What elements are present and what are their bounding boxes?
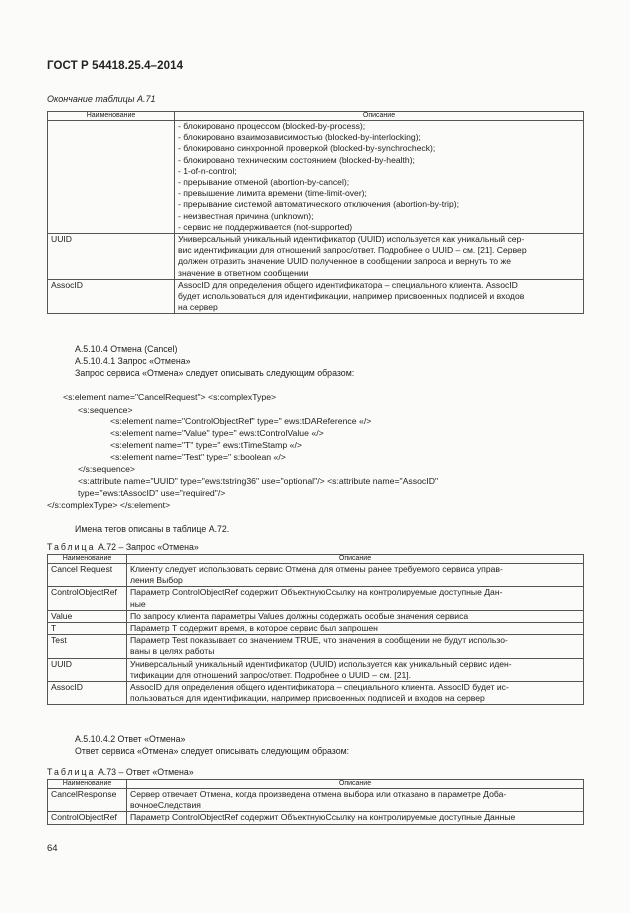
document-header: ГОСТ Р 54418.25.4–2014 [47, 60, 184, 72]
list-item: - блокировано процессом (blocked-by-process); [178, 121, 366, 131]
subsection-heading: А.5.10.4.1 Запрос «Отмена» [75, 356, 191, 366]
table2-caption [47, 542, 199, 552]
cell-line: По запросу клиента параметры Values должны содержать особые значения сервиса [130, 610, 469, 621]
table-cell-description [175, 279, 584, 314]
table-cell-description [175, 121, 584, 234]
table-a72 [47, 554, 584, 705]
table-row [48, 682, 584, 705]
list-item: - блокировано взаимозависимостью (blocked-by-interlocking); [178, 132, 421, 143]
table-a73 [47, 779, 584, 825]
cell-line: Клиенту следует использовать сервис Отмена для отмены ранее требуемого сервиса управ- [130, 564, 503, 574]
table1-caption: Окончание таблицы А.71 [47, 94, 156, 104]
cell-line: ления Выбор [130, 575, 183, 586]
table-cell-name: CancelResponse [48, 789, 127, 812]
cell-line: значение в ответном сообщении [178, 267, 309, 278]
code-line: <s:element name="T" type=" ews:tTimeStamp «/> [110, 440, 302, 450]
cell-line: Параметр ControlObjectRef содержит ОбъектнуюСсылку на контролируемые доступные Дан- [130, 587, 503, 598]
code-line: </s:complexType> </s:element> [47, 500, 171, 510]
table-cell-name: Test [48, 635, 127, 658]
list-item: - неизвестная причина (unknown); [178, 210, 314, 221]
list-item: - превышение лимита времени (time-limit-over); [178, 188, 367, 199]
table-row [48, 587, 584, 610]
column-header-name: Наименование [48, 780, 127, 789]
subsection-heading: А.5.10.4.2 Ответ «Отмена» [75, 734, 186, 744]
table-cell-description [127, 564, 584, 587]
code-line: <s:attribute name="UUID" type="ews:tstring36" use="optional"/> <s:attribute name="AssocID" [78, 476, 439, 486]
caption-word: Таблица [47, 767, 96, 777]
cell-line: Параметр ControlObjectRef содержит ОбъектнуюСсылку на контролируемые доступные Данные [130, 812, 516, 823]
table-cell-name: UUID [48, 658, 127, 681]
caption-word: Таблица [47, 542, 96, 552]
table-header-row [48, 555, 584, 564]
cell-line: AssocID для определения общего идентификатора – специального клиента. AssocID [178, 279, 518, 290]
table-cell-description [127, 623, 584, 635]
list-item: - прерывание отменой (abortion-by-cancel); [178, 177, 350, 188]
code-line: <s:element name="Test" type=" s:boolean «/> [110, 452, 286, 462]
code-line: <s:element name="ControlObjectRef" type=" ews:tDAReference «/> [110, 416, 372, 426]
paragraph: Запрос сервиса «Отмена» следует описывать следующим образом: [75, 368, 355, 378]
table-row [48, 564, 584, 587]
column-header-description: Описание [127, 780, 584, 789]
list-item: - прерывание системой автоматического отключения (abortion-by-trip); [178, 199, 459, 210]
table-row [48, 812, 584, 824]
table-row [48, 610, 584, 622]
cell-line: Универсальный уникальный идентификатор (UUID) используется как уникальный сер- [178, 234, 525, 245]
cell-line: ные [130, 598, 146, 609]
cell-line: Универсальный уникальный идентификатор (UUID) используется как уникальный сервис иден- [130, 658, 512, 669]
code-line: </s:sequence> [78, 464, 135, 474]
table-cell-description [175, 234, 584, 280]
list-item: - блокировано синхронной проверкой (blocked-by-synchrocheck); [178, 143, 436, 154]
paragraph: Имена тегов описаны в таблице А.72. [75, 524, 230, 534]
cell-line: вочноеСледствия [130, 800, 201, 811]
table-cell-description [127, 789, 584, 812]
table-cell-name: UUID [48, 234, 175, 280]
code-line: <s:element name="Value" type=" ews:tControlValue «/> [110, 428, 324, 438]
table-row [48, 789, 584, 812]
table-cell-name: AssocID [48, 682, 127, 705]
cell-line: AssocID для определения общего идентификатора – специального клиента. AssocID будет ис- [130, 682, 509, 693]
table-cell-name: AssocID [48, 279, 175, 314]
table-cell-description [127, 658, 584, 681]
column-header-description: Описание [127, 555, 584, 564]
cell-line: должен отразить значение UUID полученное в сообщении запроса и вернуть то же [178, 256, 512, 267]
cell-line: Сервер отвечает Отмена, когда произведена отмена выбора или отказано в параметре Доба- [130, 789, 507, 799]
cell-line: вис идентификации для отношений запрос/ответ. Подробнее о UUID – см. [21]. Сервер [178, 245, 527, 256]
section-heading: А.5.10.4 Отмена (Cancel) [75, 344, 178, 354]
cell-line: ваны в целях работы [130, 646, 215, 657]
table-row [48, 234, 584, 280]
table-row [48, 623, 584, 635]
table-cell-description [127, 587, 584, 610]
table-header-row [48, 780, 584, 789]
table-cell-name [48, 121, 175, 234]
caption-text: А.73 – Ответ «Отмена» [95, 767, 194, 777]
cell-line: Параметр T содержит время, в которое сервис был запрошен [130, 623, 378, 634]
list-item: - блокировано техническим состоянием (blocked-by-health); [178, 154, 415, 165]
table-header-row [48, 112, 584, 121]
column-header-name: Наименование [48, 555, 127, 564]
table-row [48, 121, 584, 234]
table-cell-name: Cancel Request [48, 564, 127, 587]
table-cell-description [127, 635, 584, 658]
column-header-description: Описание [175, 112, 584, 121]
cell-line: Параметр Test показывает со значением TRUE, что значения в сообщении не будут использо- [130, 635, 508, 646]
list-item: - сервис не поддерживается (not-supported) [178, 221, 353, 232]
table-a71-continuation [47, 111, 584, 314]
table-cell-name: ControlObjectRef [48, 812, 127, 824]
cell-line: пользоваться для идентификации, например присвоенных подписей и входов на сервер [130, 693, 485, 704]
table-cell-description [127, 682, 584, 705]
table-row [48, 279, 584, 314]
table-cell-name: T [48, 623, 127, 635]
code-line: <s:element name="CancelRequest"> <s:complexType> [63, 392, 277, 402]
list-item: - 1-of-n-control; [178, 165, 237, 176]
cell-line: на сервер [178, 302, 218, 313]
code-line: type="ews:tAssocID" use="required"/> [78, 488, 226, 498]
cell-line: будет использоваться для идентификации, например присвоенных подписей и входов [178, 291, 525, 302]
table-cell-name: Value [48, 610, 127, 622]
cell-line: тификации для отношений запрос/ответ. Подробнее о UUID – см. [21]. [130, 669, 412, 680]
table-row [48, 658, 584, 681]
page-number: 64 [47, 843, 58, 854]
table3-caption [47, 767, 194, 777]
caption-text: А.72 – Запрос «Отмена» [95, 542, 199, 552]
table-cell-description [127, 610, 584, 622]
table-row [48, 635, 584, 658]
table-cell-name: ControlObjectRef [48, 587, 127, 610]
column-header-name: Наименование [48, 112, 175, 121]
code-line: <s:sequence> [78, 405, 133, 415]
paragraph: Ответ сервиса «Отмена» следует описывать следующим образом: [75, 746, 350, 756]
table-cell-description [127, 812, 584, 824]
